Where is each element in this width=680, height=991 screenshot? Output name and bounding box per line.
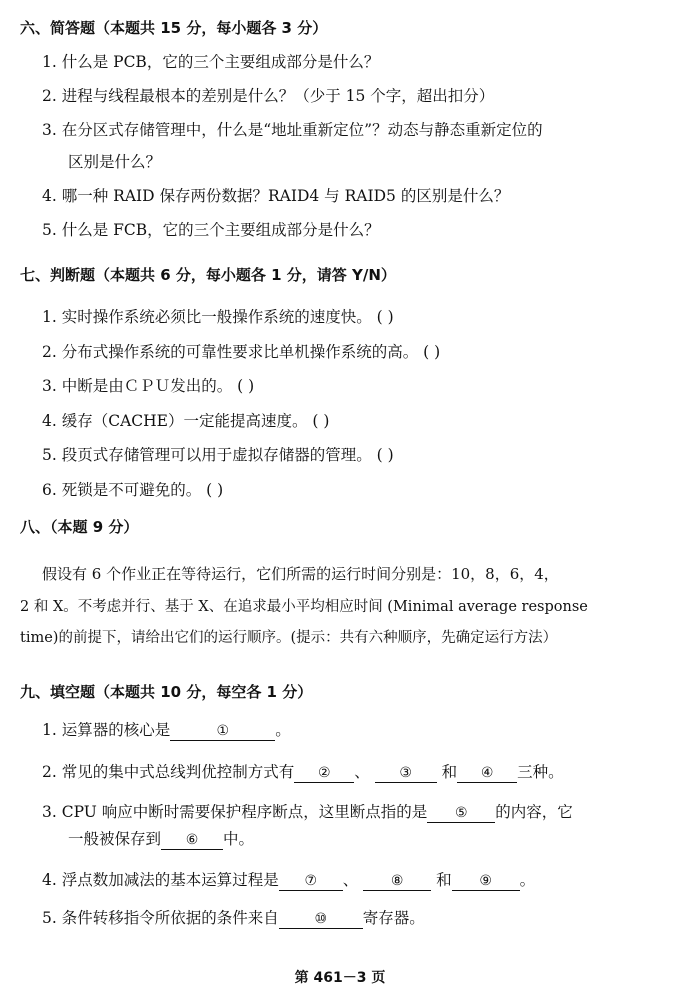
q3-end: 的内容，它 xyxy=(495,803,573,821)
q1-text: 1. 运算器的核心是 xyxy=(42,721,171,739)
blank-7 xyxy=(279,871,343,891)
sec9-question-3-cont xyxy=(68,829,254,850)
blank-1-label: ① xyxy=(216,723,229,739)
sec6-question-2: 2. 进程与线程最根本的差别是什么？（少于 15 个字，超出扣分） xyxy=(42,87,495,105)
q5-end: 寄存器。 xyxy=(362,909,425,927)
q4-end: 。 xyxy=(519,871,536,889)
sec7-question-4: 4. 缓存（CACHE）一定能提高速度。 ( ) xyxy=(42,412,330,430)
blank-5 xyxy=(427,803,495,823)
sec6-question-1: 1. 什么是 PCB，它的三个主要组成部分是什么？ xyxy=(42,53,380,71)
blank-7-label: ⑦ xyxy=(304,873,317,889)
sec7-question-5: 5. 段页式存储管理可以用于虚拟存储器的管理。 ( ) xyxy=(42,446,394,464)
blank-3-label: ③ xyxy=(399,765,412,781)
sec6-question-4: 4. 哪一种 RAID 保存两份数据？RAID4 与 RAID5 的区别是什么？ xyxy=(42,187,510,205)
q2-end: 三种。 xyxy=(517,763,564,781)
q2-sep-1: 、 xyxy=(354,763,370,781)
q3-text: 3. CPU 响应中断时需要保护程序断点，这里断点指的是 xyxy=(42,803,428,821)
q1-end: 。 xyxy=(275,721,291,739)
blank-9-label: ⑨ xyxy=(479,873,492,889)
sec9-question-1 xyxy=(42,720,291,741)
sec9-question-3 xyxy=(42,802,573,823)
sec9-question-5 xyxy=(42,908,425,929)
blank-8-label: ⑧ xyxy=(390,873,404,889)
blank-10-label: ⑩ xyxy=(314,911,327,927)
blank-10 xyxy=(279,909,363,929)
section-8-title: 八、（本题 9 分） xyxy=(20,518,139,536)
q4-sep-1: 、 xyxy=(342,871,359,889)
sec7-question-6: 6. 死锁是不可避免的。 ( ) xyxy=(42,481,224,499)
blank-4-label: ④ xyxy=(480,765,494,781)
page-number: 第 461－3 页 xyxy=(294,970,386,986)
section-9-title: 九、填空题（本题共 10 分，每空各 1 分） xyxy=(20,683,313,701)
q5-text: 5. 条件转移指令所依据的条件来自 xyxy=(42,909,279,927)
blank-6-label: ⑥ xyxy=(185,832,199,848)
q2-sep-2: 和 xyxy=(441,763,458,781)
sec6-question-3-cont: 区别是什么？ xyxy=(68,153,162,171)
sec7-question-1: 1. 实时操作系统必须比一般操作系统的速度快。 ( ) xyxy=(42,308,394,326)
blank-5-label: ⑤ xyxy=(454,805,468,821)
q3b-text: 一般被保存到 xyxy=(68,830,162,848)
blank-3 xyxy=(375,763,437,783)
sec8-paragraph-line-1: 假设有 6 个作业正在等待运行，它们所需的运行时间分别是：10，8，6，4， xyxy=(42,565,559,583)
sec6-question-3: 3. 在分区式存储管理中，什么是“地址重新定位”？动态与静态重新定位的 xyxy=(42,121,543,139)
section-6-title: 六、简答题（本题共 15 分，每小题各 3 分） xyxy=(20,19,328,37)
sec9-question-4 xyxy=(42,870,535,891)
q4-text: 4. 浮点数加减法的基本运算过程是 xyxy=(42,871,279,889)
blank-1 xyxy=(170,721,275,741)
q3b-end: 中。 xyxy=(223,830,255,848)
blank-6 xyxy=(161,830,223,850)
blank-2-label: ② xyxy=(317,765,331,781)
sec9-question-2 xyxy=(42,762,564,783)
section-7-title: 七、判断题（本题共 6 分，每小题各 1 分，请答 Y/N） xyxy=(20,266,396,284)
q4-sep-2: 和 xyxy=(436,871,452,889)
blank-2 xyxy=(294,763,354,783)
sec8-paragraph-line-2: 2 和 X。不考虑并行、基于 X、在追求最小平均相应时间 (Minimal average response xyxy=(20,599,588,615)
blank-4 xyxy=(457,763,517,783)
blank-8 xyxy=(363,871,431,891)
sec6-question-5: 5. 什么是 FCB，它的三个主要组成部分是什么？ xyxy=(42,221,380,239)
sec7-question-3: 3. 中断是由ＣＰＵ发出的。 ( ) xyxy=(42,377,255,395)
blank-9 xyxy=(452,871,520,891)
sec8-paragraph-line-3: time)的前提下，请给出它们的运行顺序。(提示：共有六种顺序，先确定运行方法） xyxy=(20,630,558,646)
sec7-question-2: 2. 分布式操作系统的可靠性要求比单机操作系统的高。 ( ) xyxy=(42,343,441,361)
q2-text: 2. 常见的集中式总线判优控制方式有 xyxy=(42,763,295,781)
